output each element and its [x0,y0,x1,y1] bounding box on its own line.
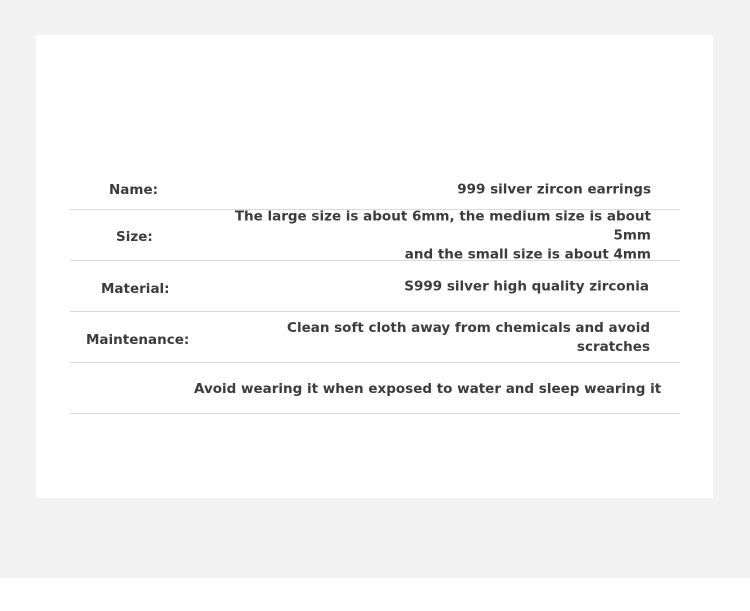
care-note: Avoid wearing it when exposed to water and sleep wearing it [194,381,662,397]
spec-row-note [70,363,680,414]
spec-row-size [70,210,680,261]
name-label: Name: [109,182,159,198]
bottom-panel [0,578,750,611]
spec-table [70,139,680,414]
maintenance-value [270,319,650,357]
maintenance-value-line-1: Clean soft cloth away from chemicals and avoid [287,320,650,336]
spec-row-maintenance [70,312,680,363]
spec-row-material [70,261,680,312]
product-spec-card [36,35,713,498]
material-label: Material: [101,281,170,297]
maintenance-value-line-2: scratches [576,339,650,355]
size-value [211,208,651,265]
spec-row-name [70,139,680,210]
maintenance-label: Maintenance: [86,332,190,348]
material-value: S999 silver high quality zirconia [404,278,649,295]
size-value-line-2: and the small size is about 4mm [404,246,651,263]
name-value: 999 silver zircon earrings [457,181,651,198]
size-value-line-1: The large size is about 6mm, the medium size is about 5mm [234,208,651,244]
size-label: Size: [116,229,153,245]
